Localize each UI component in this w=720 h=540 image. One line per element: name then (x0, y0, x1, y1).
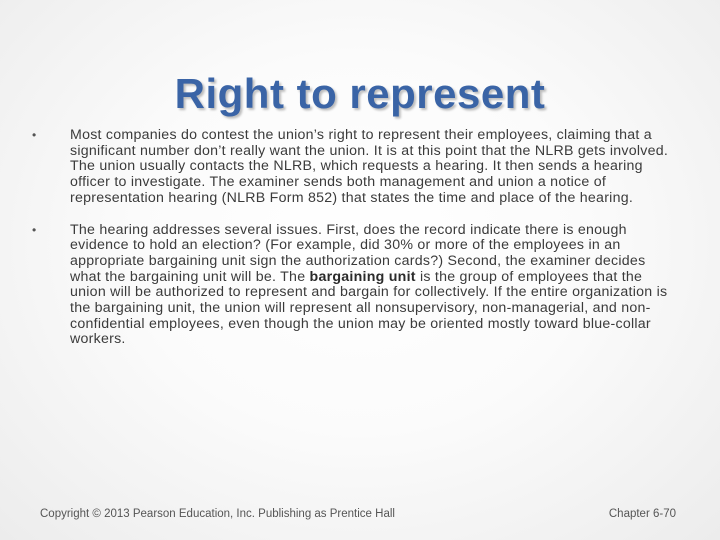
bullet-item-1 (32, 128, 680, 207)
slide-title: Right to represent (174, 70, 546, 117)
bullet-marker: • (32, 128, 37, 142)
bullet-item-2 (32, 223, 680, 349)
bullet-marker: • (32, 222, 37, 237)
footer-copyright: Copyright © 2013 Pearson Education, Inc. Publishing as Prentice Hall (40, 508, 395, 520)
bullet-text: Most companies do contest the union’s right to represent their employees, claiming that a significant number don’t really want the union. It is at this point that the NLRB gets involved. The union usually contacts the NLRB, which requests a hearing. It then sends a hearing officer to investigate. The examiner sends both management and union a notice of representation hearing (NLRB Form 852) that states the time and place of the hearing. (70, 127, 669, 206)
bullet-text-before: The hearing addresses several issues. First, does the record indicate there is enough evidence to hold an election? (For example, did 30% or more of the employees in an appropriate bargaining unit sign the authorization cards?) Second, the examiner decides what the bargaining unit will be. The (70, 221, 646, 285)
footer-page-number: Chapter 6-70 (608, 508, 676, 520)
bold-term: bargaining unit (309, 268, 416, 285)
bullet-text-after: is the group of employees that the union will be authorized to represent and bargain for collectively. If the entire organization is the bargaining unit, the union will represent all nonsupervisory, non-managerial, and non-confidential employees, even though the union may be oriented mostly toward blue-collar workers. (70, 268, 668, 348)
bullet-list (32, 128, 680, 364)
